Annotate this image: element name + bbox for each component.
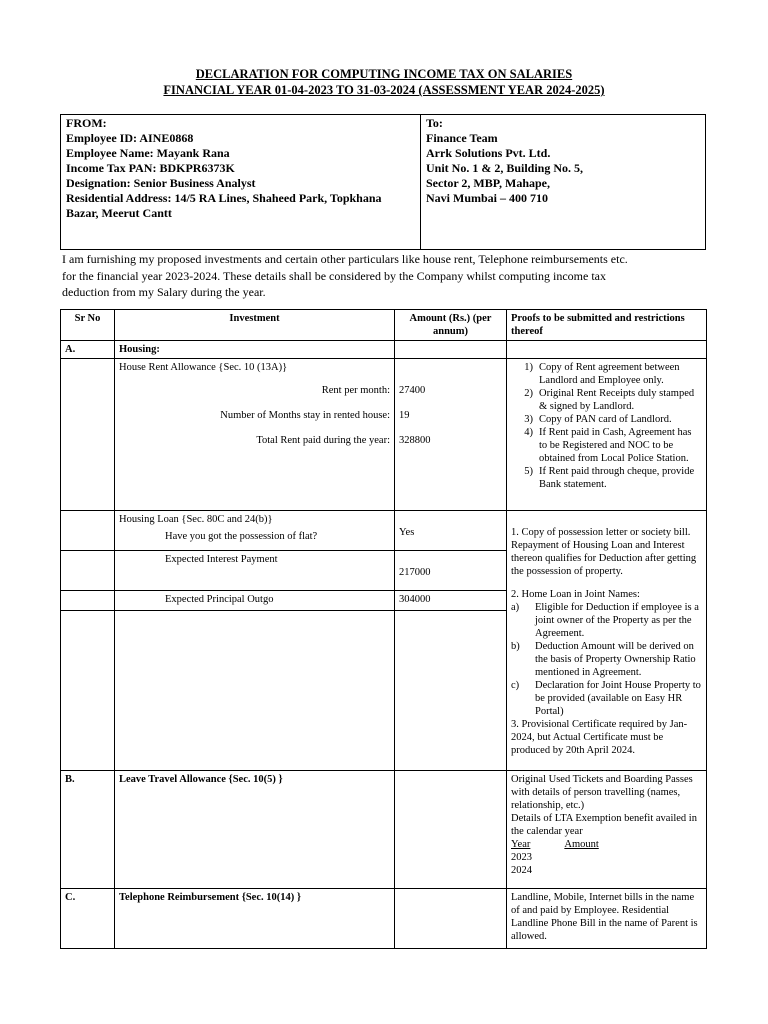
section-a-amount-cell: [395, 341, 507, 359]
hra-proofs-item: [511, 361, 702, 387]
section-c-proof: Landline, Mobile, Internet bills in the name of and paid by Employee. Residential Landline Phone Bill in the name of Parent is allowed.: [507, 889, 707, 949]
principal-sr-cell: [61, 591, 115, 611]
header-investment: Investment: [115, 310, 395, 341]
intro-line-2: for the financial year 2023-2024. These details shall be considered by the Company whilst computing income tax: [62, 268, 606, 283]
hra-proofs-item-number: 4): [524, 427, 533, 438]
intro-paragraph: [62, 251, 712, 301]
section-c-label: Telephone Reimbursement {Sec. 10(14) }: [115, 889, 395, 949]
hra-proofs-item-number: 2): [524, 388, 533, 399]
loan-proof2-items-item-text: Eligible for Deduction if employee is a joint owner of the Property as per the Agreement.: [535, 602, 699, 639]
section-b-label: Leave Travel Allowance {Sec. 10(5) }: [115, 771, 395, 889]
employee-id: Employee ID: AINE0868: [66, 131, 194, 145]
loan-proof2-items-item-number: a): [511, 602, 520, 613]
lta-year-2: 2024: [511, 865, 532, 876]
interest-sr-cell: [61, 551, 115, 591]
loan-blank-sr: [61, 611, 115, 771]
hra-proofs-cell: [507, 359, 707, 511]
loan-proof-2-title: 2. Home Loan in Joint Names:: [511, 589, 640, 600]
employee-name: Employee Name: Mayank Rana: [66, 146, 230, 160]
rent-month-value: 27400: [399, 385, 426, 396]
loan-proofs-list: [511, 601, 702, 718]
hra-label: House Rent Allowance {Sec. 10 (13A)}: [119, 362, 288, 373]
employee-designation: Designation: Senior Business Analyst: [66, 176, 256, 190]
loan-label: Housing Loan {Sec. 80C and 24(b)}: [119, 514, 273, 525]
hra-proofs-item: [511, 426, 702, 465]
to-block: [421, 115, 705, 249]
months-value: 19: [399, 410, 410, 421]
to-label: To:: [426, 116, 443, 130]
section-c-amount-cell: [395, 889, 507, 949]
loan-proof2-items-item-number: b): [511, 641, 520, 652]
hra-proofs-item-text: Copy of PAN card of Landlord.: [539, 414, 672, 425]
section-c-sr: C.: [61, 889, 115, 949]
investment-table: [60, 309, 707, 949]
total-rent-label: Total Rent paid during the year:: [256, 435, 390, 446]
hra-row: [61, 359, 707, 511]
to-line-1: Finance Team: [426, 131, 498, 145]
to-line-3: Unit No. 1 & 2, Building No. 5,: [426, 161, 584, 175]
rent-month-label: Rent per month:: [321, 385, 390, 396]
section-b-amount-cell: [395, 771, 507, 889]
principal-cell: [115, 591, 395, 611]
loan-proofs-cell: [507, 511, 707, 771]
section-c-row: [61, 889, 707, 949]
loan-proof2-items-item: [511, 679, 702, 718]
section-a-label: Housing:: [115, 341, 395, 359]
hra-proofs-item-text: Original Rent Receipts duly stamped & signed by Landlord.: [539, 388, 695, 412]
possession-value-cell: [395, 511, 507, 551]
loan-proof-1: 1. Copy of possession letter or society bill. Repayment of Housing Loan and Interest thereon qualifies for Deduction after getting the possession of property.: [511, 527, 697, 577]
employee-pan: Income Tax PAN: BDKPR6373K: [66, 161, 235, 175]
loan-sr-cell: [61, 511, 115, 551]
address-box: [60, 114, 706, 250]
hra-cell: [115, 359, 395, 511]
from-block: [61, 115, 421, 249]
interest-value: 217000: [399, 567, 431, 578]
to-line-2: Arrk Solutions Pvt. Ltd.: [426, 146, 551, 160]
section-b-row: [61, 771, 707, 889]
section-a-proof-cell: [507, 341, 707, 359]
months-label: Number of Months stay in rented house:: [220, 410, 390, 421]
section-a-row: [61, 341, 707, 359]
interest-label: Expected Interest Payment: [165, 554, 278, 565]
hra-sr-cell: [61, 359, 115, 511]
document-title: [0, 66, 768, 98]
to-line-5: Navi Mumbai – 400 710: [426, 191, 549, 205]
to-line-4: Sector 2, MBP, Mahape,: [426, 176, 550, 190]
loan-possession-row: [61, 511, 707, 551]
hra-proofs-item-text: If Rent paid in Cash, Agreement has to be Registered and NOC to be obtained from Local Police Station.: [539, 427, 692, 464]
lta-proof-1: Original Used Tickets and Boarding Passes with details of person travelling (names, relationship, etc.): [511, 774, 693, 811]
intro-line-1: I am furnishing my proposed investments and certain other particulars like house rent, Telephone reimbursements etc.: [62, 252, 628, 266]
total-rent-value: 328800: [399, 435, 431, 446]
loan-proof-3: 3. Provisional Certificate required by Jan-2024, but Actual Certificate must be produced by 20th April 2024.: [511, 719, 688, 756]
loan-proof2-items-item-number: c): [511, 680, 520, 691]
from-label: FROM:: [66, 116, 107, 130]
possession-label: Have you got the possession of flat?: [165, 531, 318, 542]
lta-year-1: 2023: [511, 852, 532, 863]
title-line-1: DECLARATION FOR COMPUTING INCOME TAX ON SALARIES: [195, 67, 573, 81]
principal-value: 304000: [395, 591, 507, 611]
employee-address: Residential Address: 14/5 RA Lines, Shaheed Park, Topkhana Bazar, Meerut Cantt: [66, 191, 382, 220]
lta-proof-2: Details of LTA Exemption benefit availed in the calendar year: [511, 813, 697, 837]
possession-value: Yes: [399, 527, 415, 538]
section-b-proofs-cell: [507, 771, 707, 889]
loan-proof2-items-item: [511, 640, 702, 679]
loan-proof2-items-item-text: Deduction Amount will be derived on the basis of Property Ownership Ratio mentioned in Agreement.: [535, 641, 696, 678]
header-srno: Sr No: [61, 310, 115, 341]
hra-proofs-item-text: Copy of Rent agreement between Landlord and Employee only.: [539, 362, 680, 386]
loan-cell: [115, 511, 395, 551]
loan-blank-amt: [395, 611, 507, 771]
principal-label: Expected Principal Outgo: [165, 594, 274, 605]
hra-proofs-item-number: 1): [524, 362, 533, 373]
header-amount: Amount (Rs.) (per annum): [395, 310, 507, 341]
interest-cell: [115, 551, 395, 591]
loan-proof2-items-item: [511, 601, 702, 640]
loan-blank-inv: [115, 611, 395, 771]
hra-proofs-item: [511, 413, 702, 426]
lta-col-amount: Amount: [564, 839, 599, 850]
hra-proofs-list: [511, 361, 702, 491]
hra-proofs-item: [511, 387, 702, 413]
interest-value-cell: [395, 551, 507, 591]
section-b-sr: B.: [61, 771, 115, 889]
intro-line-3: deduction from my Salary during the year.: [62, 285, 266, 299]
lta-year-header: [511, 838, 702, 851]
lta-col-year: Year: [511, 839, 531, 850]
hra-amount-cell: [395, 359, 507, 511]
hra-proofs-item-number: 3): [524, 414, 533, 425]
header-proofs: Proofs to be submitted and restrictions thereof: [507, 310, 707, 341]
hra-proofs-item-number: 5): [524, 466, 533, 477]
hra-proofs-item-text: If Rent paid through cheque, provide Bank statement.: [539, 466, 695, 490]
table-header-row: [61, 310, 707, 341]
title-line-2: FINANCIAL YEAR 01-04-2023 TO 31-03-2024 (ASSESSMENT YEAR 2024-2025): [163, 83, 605, 97]
hra-proofs-item: [511, 465, 702, 491]
section-a-sr: A.: [61, 341, 115, 359]
loan-proof2-items-item-text: Declaration for Joint House Property to be provided (available on Easy HR Portal): [535, 680, 701, 717]
